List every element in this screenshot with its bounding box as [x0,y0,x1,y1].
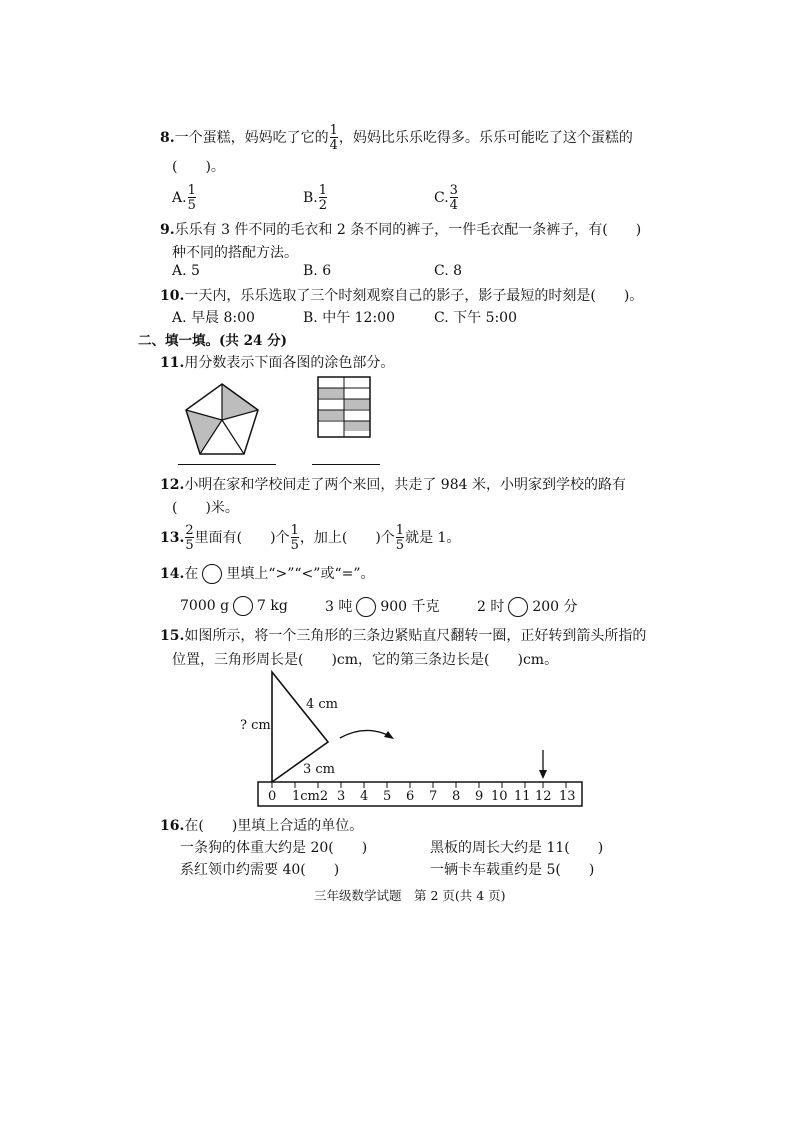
compare-right: 200 分 [532,599,578,615]
ruler-label-0: 0 [268,789,277,804]
compare-right: 900 千克 [380,599,440,615]
q13-text-2: ，加上( )个 [299,530,395,546]
q9-option-c[interactable]: C. 8 [434,263,463,279]
q8-line2: ( )。 [172,159,225,175]
option-label: C. [434,190,449,206]
q14-item-2 [325,596,440,617]
q14-text-2: 里填上“>”“<”或“=”。 [226,566,375,582]
pointer-arrowhead-icon [539,770,547,779]
section-2-heading: 二、填一填。(共 24 分) [138,333,287,349]
q14-item-1 [180,596,288,616]
q8-option-c[interactable] [434,184,459,212]
frac-den: 5 [187,198,196,213]
triangle-side-3-label: 3 cm [303,762,336,777]
q13-text-3: 就是 1。 [405,530,461,546]
q8-option-a[interactable] [172,184,197,212]
ruler-label-1cm2: 1cm2 [292,789,329,804]
q16-item-3[interactable]: 系红领巾约需要 40( ) [180,862,340,878]
ruler-label-10: 10 [491,789,508,804]
frac-num: 1 [187,183,196,198]
triangle-side-4-label: 4 cm [306,697,339,712]
option-fraction [319,184,327,212]
option-label: A. [172,190,187,206]
frac-den: 5 [395,538,405,553]
compare-circle-input[interactable] [508,597,528,617]
ruler-label-11: 11 [514,789,531,804]
frac-num: 1 [290,523,299,538]
q9-text: 乐乐有 3 件不同的毛衣和 2 条不同的裤子，一件毛衣配一条裤子，有( ) [174,222,642,238]
frac-num: 1 [329,123,338,138]
option-fraction [450,184,458,212]
q13-fraction-3 [396,524,404,552]
option-label: B. [303,190,318,206]
frac-den: 4 [329,138,338,153]
page-footer: 三年级数学试题 第 2 页(共 4 页) [314,888,506,903]
q11-line [160,352,394,372]
ruler-label-6: 6 [406,789,415,804]
q11-number: 11. [160,355,185,371]
frac-den: 5 [185,538,194,553]
frac-num: 1 [395,523,405,538]
q14-number: 14. [160,566,185,582]
q13-number: 13. [160,530,185,546]
q8-text-b: ，妈妈比乐乐吃得多。乐乐可能吃了这个蛋糕的 [338,130,633,146]
ruler-label-3: 3 [337,789,346,804]
frac-num: 2 [185,523,194,538]
rotation-arrow-icon [340,730,390,738]
q12-number: 12. [160,477,185,493]
q16-line [160,815,363,835]
q16-item-4[interactable]: 一辆卡车载重约是 5( ) [430,862,595,878]
frac-num: 1 [318,183,328,198]
triangle-side-unknown-label: ? cm [240,718,271,733]
ruler-label-4: 4 [360,789,369,804]
pentagon-figure [180,380,264,462]
q10-option-c[interactable]: C. 下午 5:00 [434,310,518,326]
q15-line2: 位置，三角形周长是( )cm，它的第三条边长是( )cm。 [172,652,559,668]
q9-option-a[interactable]: A. 5 [172,263,200,279]
q10-text: 一天内，乐乐选取了三个时刻观察自己的影子，影子最短的时刻是( )。 [184,288,644,304]
q10-option-b[interactable]: B. 中午 12:00 [303,310,395,326]
q8-text-a: 一个蛋糕，妈妈吃了它的 [174,130,329,146]
compare-circle-input[interactable] [233,596,253,616]
q12-line2: ( )米。 [172,500,239,516]
frac-den: 2 [318,198,328,213]
compare-left: 7000 g [180,598,230,614]
rectangle-grid-figure [314,372,374,440]
q14-item-3 [477,596,578,617]
q11-answer-line-2[interactable] [312,464,380,465]
ruler-label-5: 5 [383,789,392,804]
q10-number: 10. [160,288,185,304]
q13-fraction-2 [291,524,299,552]
q13-text-1: 里面有( )个 [194,530,290,546]
q13-line [160,524,460,552]
option-fraction [188,184,196,212]
q9-number: 9. [160,222,175,238]
ruler-label-12: 12 [535,789,552,804]
q14-line [160,563,375,584]
q9-option-b[interactable]: B. 6 [303,263,332,279]
compare-right: 7 kg [257,598,288,614]
compare-circle-icon [202,564,222,584]
ruler-ticks [272,782,566,788]
ruler-label-7: 7 [429,789,438,804]
q14-text-1: 在 [184,566,199,582]
q10-option-a[interactable]: A. 早晨 8:00 [172,310,255,326]
q15-line1 [160,625,646,645]
frac-num: 3 [449,183,458,198]
frac-den: 4 [449,198,458,213]
q16-item-2[interactable]: 黑板的周长大约是 11( ) [430,840,604,856]
q9-line1 [160,219,641,239]
q13-fraction-1 [185,524,193,552]
q9-line2: 种不同的搭配方法。 [172,245,298,261]
ruler-label-13: 13 [559,789,576,804]
q16-number: 16. [160,818,185,834]
q15-text: 如图所示，将一个三角形的三条边紧贴直尺翻转一圈，正好转到箭头所指的 [184,628,647,644]
ruler-label-9: 9 [475,789,484,804]
rotation-arrowhead-icon [384,731,394,739]
q8-number: 8. [160,130,175,146]
compare-left: 3 吨 [325,599,353,615]
q11-text: 用分数表示下面各图的涂色部分。 [184,355,395,371]
q12-line1 [160,474,626,494]
compare-circle-input[interactable] [356,597,376,617]
q11-answer-line-1[interactable] [178,464,276,465]
ruler-label-8: 8 [452,789,461,804]
q8-line1 [160,124,633,152]
q8-option-b[interactable] [303,184,328,212]
compare-left: 2 时 [477,599,505,615]
q8-fraction [330,124,338,152]
frac-den: 5 [290,538,299,553]
q16-title: 在( )里填上合适的单位。 [184,818,364,834]
q15-number: 15. [160,628,185,644]
q12-text: 小明在家和学校间走了两个来回，共走了 984 米，小明家到学校的路有 [184,477,626,493]
q10-line1 [160,285,643,305]
q16-item-1[interactable]: 一条狗的体重大约是 20( ) [180,840,368,856]
